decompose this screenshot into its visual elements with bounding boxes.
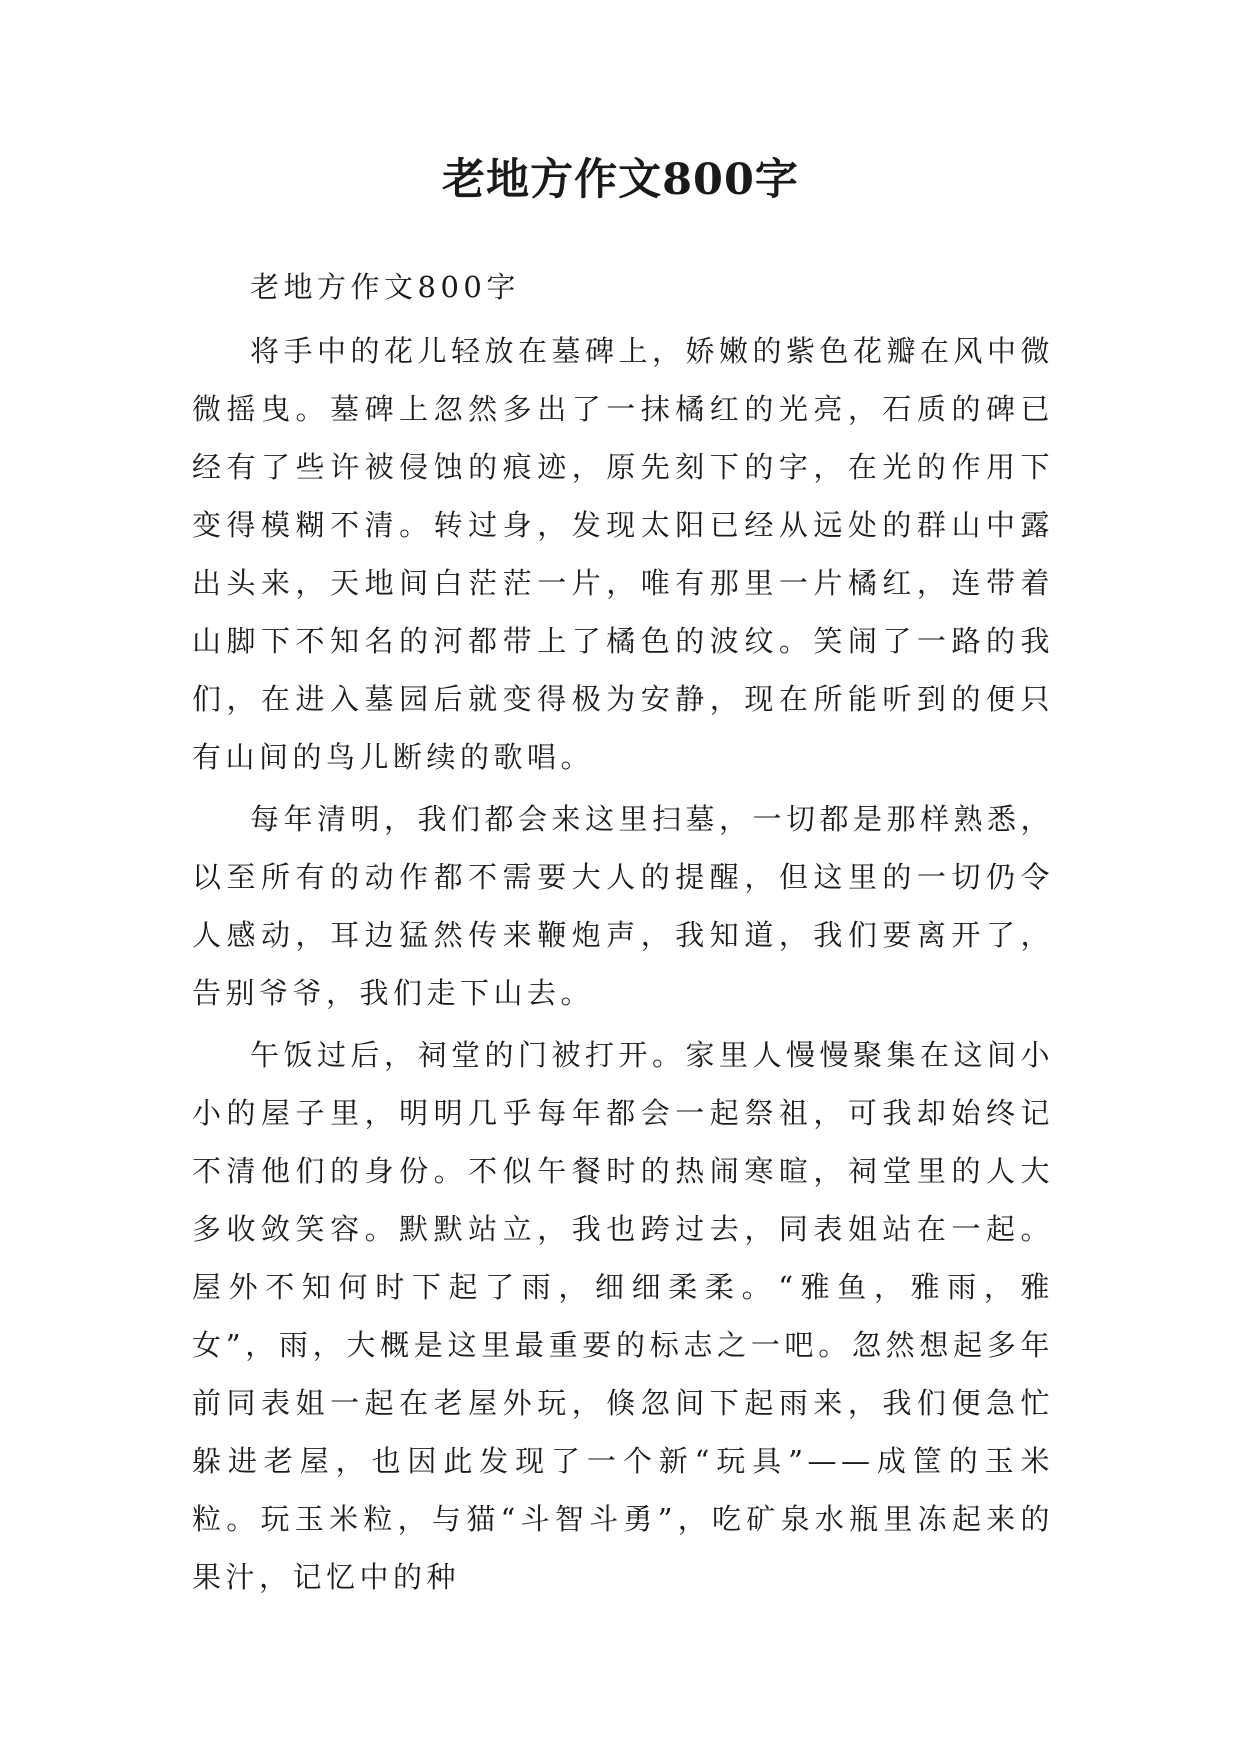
paragraph-1: 将手中的花儿轻放在墓碑上，娇嫩的紫色花瓣在风中微微摇曳。墓碑上忽然多出了一抹橘红的光亮，石质的碑已经有了些许被侵蚀的痕迹，原先刻下的字，在光的作用下变得模糊不清。转过身，发现太阳已经从远处的群山中露出头来，天地间白茫茫一片，唯有那里一片橘红，连带着山脚下不知名的河都带上了橘色的波纹。笑闹了一路的我们，在进入墓园后就变得极为安静，现在所能听到的便只有山间的鸟儿断续的歌唱。: [192, 334, 1055, 774]
paragraph-3: 午饭过后，祠堂的门被打开。家里人慢慢聚集在这间小小的屋子里，明明几乎每年都会一起祭祖，可我却始终记不清他们的身份。不似午餐时的热闹寒暄，祠堂里的人大多收敛笑容。默默站立，我也跨过去，同表姐站在一起。屋外不知何时下起了雨，细细柔柔。“雅鱼，雅雨，雅女”，雨，大概是这里最重要的标志之一吧。忽然想起多年前同表姐一起在老屋外玩，倏忽间下起雨来，我们便急忙躲进老屋，也因此发现了一个新“玩具”——成筐的玉米粒。玩玉米粒，与猫“斗智斗勇”，吃矿泉水瓶里冻起来的果汁，记忆中的种: [192, 1038, 1055, 1594]
document-title: 老地方作文800字: [442, 155, 799, 205]
paragraph-2: 每年清明，我们都会来这里扫墓，一切都是那样熟悉，以至所有的动作都不需要大人的提醒，但这里的一切仍令人感动，耳边猛然传来鞭炮声，我知道，我们要离开了，告别爷爷，我们走下山去。: [192, 802, 1055, 1010]
document-body: [192, 258, 1054, 1606]
body-subtitle: 老地方作文800字: [250, 270, 520, 304]
